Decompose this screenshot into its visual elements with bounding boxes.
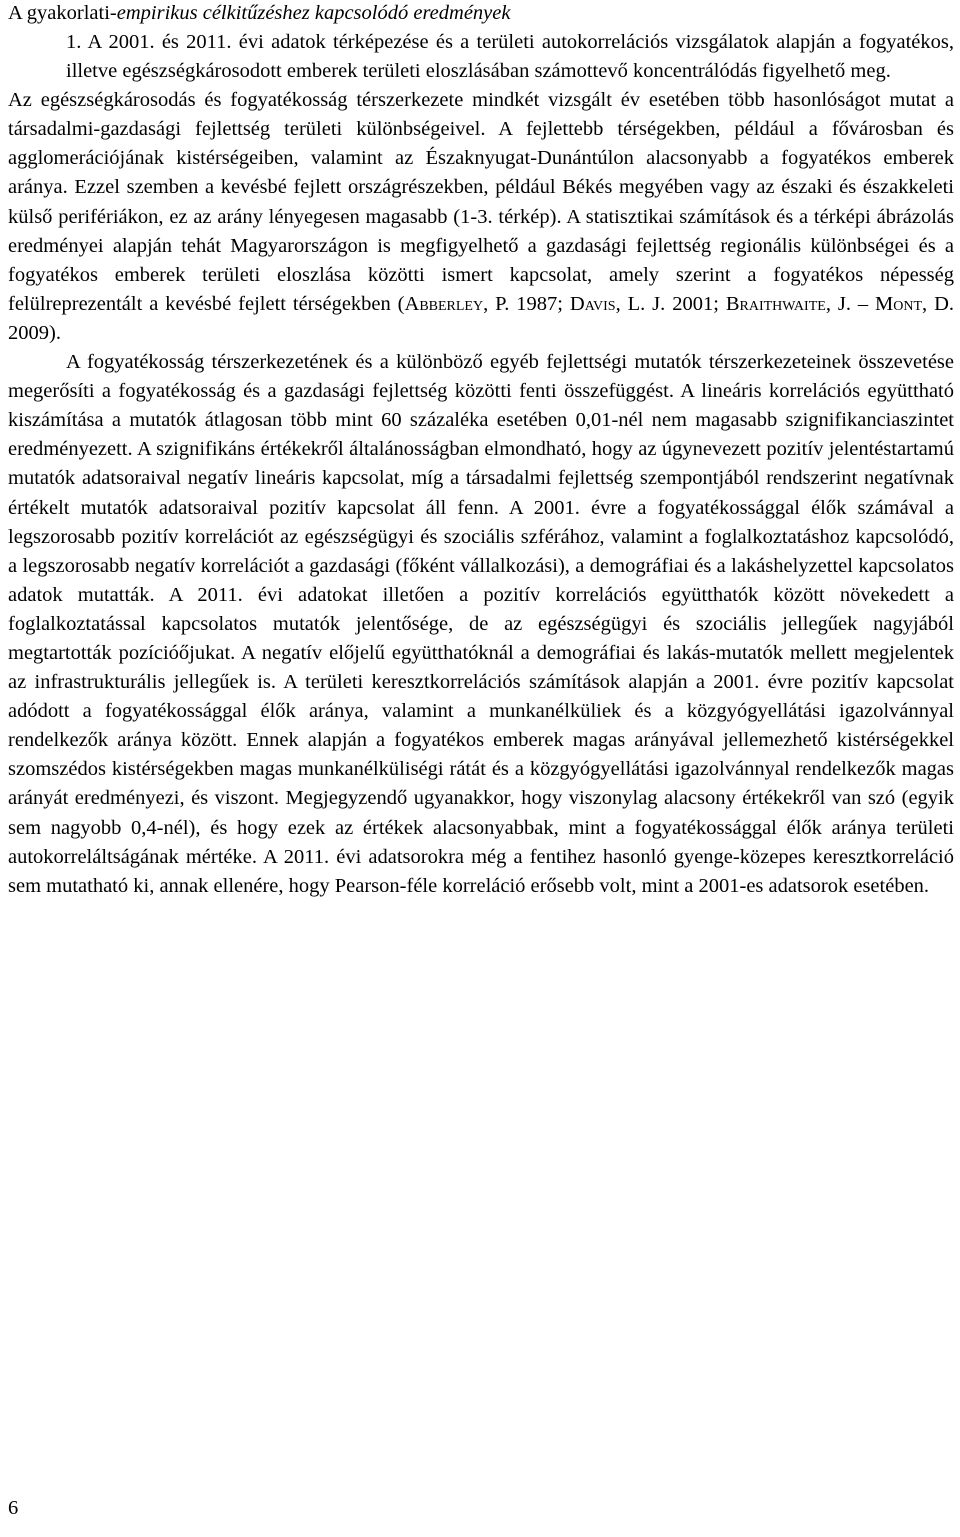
paragraph-1-lead: 1. A 2001. és 2011. évi adatok térképezése és a területi autokorrelációs vizsgálatok alapján a fogyatékos, illetve egészségkárosodott emberek területi eloszlásában számottevő koncentrálódás figyelhető meg. [66, 31, 954, 83]
citation-davis-name: avis [584, 292, 616, 315]
body-text [8, 28, 954, 901]
citation-braithwaite-tail: , J. – [825, 292, 876, 315]
paragraph-1-body: Az egészségkárosodás és fogyatékosság térszerkezete mindkét vizsgált év esetében több hasonlóságot mutat a társadalmi-gazdasági fejlettség területi különbségeivel. A fejlettebb térségekben, például a fővárosban és agglomerációjának kistérségeiben, valamint az Északnyugat-Dunántúlon alacsonyabb a fogyatékos emberek aránya. Ezzel szemben a kevésbé fejlett országrészekben, például Békés megyében vagy az északi és északkeleti külső perifériákon, ez az arány lényegesen magasabb (1-3. térkép). A statisztikai számítások és a térképi ábrázolás eredményei alapján tehát Magyarországon is megfigyelhető a gazdasági fejlettség regionális különbségei és a fogyatékos emberek területi eloszlása közötti ismert kapcsolat, amely szerint a fogyatékos népesség felülreprezentált a kevésbé fejlett térségekben ( [8, 89, 954, 315]
paragraph-2: A fogyatékosság térszerkezetének és a különböző egyéb fejlettségi mutatók térszerkezeteinek összevetése megerősíti a fogyatékosság és a gazdasági fejlettség közötti fenti összefüggést. A lineáris korrelációs együttható kiszámítása a mutatók átlagosan több mint 60 százaléka esetében 0,01-nél nem magasabb szignifikanciaszintet eredményezett. A szignifikáns értékekről általánosságban elmondható, hogy az úgynevezett pozitív jelentéstartamú mutatók adatsoraival negatív lineáris kapcsolat, míg a társadalmi fejlettség szempontjából rendszerint negatívnak értékelt mutatók adatsoraival pozitív kapcsolat áll fenn. A 2001. évre a fogyatékossággal élők számával a legszorosabb pozitív korrelációt az egészségügyi és szociális szférához, valamint a foglalkoztatáshoz kapcsolódó, a legszorosabb negatív korrelációt a gazdasági (főként vállalkozási), a demográfiai és a lakáshelyzettel kapcsolatos adatok mutatták. A 2011. évi adatokat illetően a pozitív korrelációs együtthatók között növekedett a foglalkoztatással kapcsolatos mutatók jelentősége, de az egészségügyi és szociális jellegűek nagyjából megtartották pozícióőjukat. A negatív előjelű együtthatóknál a demográfiai és lakás-mutatók mellett megjelentek az infrastrukturális jellegűek is. A területi keresztkorrelációs számítások alapján a 2001. évre pozitív kapcsolat adódott a fogyatékossággal élők aránya, valamint a munkanélküliek és a közgyógyellátási igazolvánnyal rendelkezők aránya között. Ennek alapján a fogyatékos emberek magas arányával jellemezhető kistérségekkel szomszédos kistérségekben magas munkanélküliségi rátát és a közgyógyellátási igazolvánnyal rendelkezők magas arányát eredményezi, és viszont. Megjegyzendő ugyanakkor, hogy viszonylag alacsony értékekről van szó (egyik sem nagyobb 0,4-nél), és hogy ezek az értékek alacsonyabbak, mint a fogyatékossággal élők aránya területi autokorreláltságának mértéke. A 2011. évi adatsorokra még a fentihez hasonló gyenge-közepes keresztkorreláció sem mutatható ki, annak ellenére, hogy Pearson-féle korreláció erősebb volt, mint a 2001-es adatsorok esetében. [8, 351, 954, 897]
heading-plain: A gyakorlati- [8, 2, 117, 24]
citation-abberley-initial: A [404, 292, 420, 315]
heading-italic: empirikus célkitűzéshez kapcsolódó eredmények [116, 2, 511, 24]
citation-davis-initial: D [569, 292, 585, 315]
citation-braithwaite-initial: B [725, 292, 740, 315]
page-number: 6 [8, 1497, 19, 1519]
citation-mont-tail: , D. 2009). [8, 292, 955, 344]
citation-braithwaite-name: raithwaite [739, 292, 826, 315]
paragraph-1 [8, 28, 954, 348]
citation-abberley-name: bberley [419, 292, 484, 315]
citation-mont-initial: M [875, 292, 894, 315]
citation-abberley-tail: , P. 1987; [483, 292, 570, 315]
citation-davis-tail: , L. J. 2001; [615, 292, 726, 315]
citation-mont-name: ont [893, 292, 923, 315]
section-heading [8, 0, 954, 26]
